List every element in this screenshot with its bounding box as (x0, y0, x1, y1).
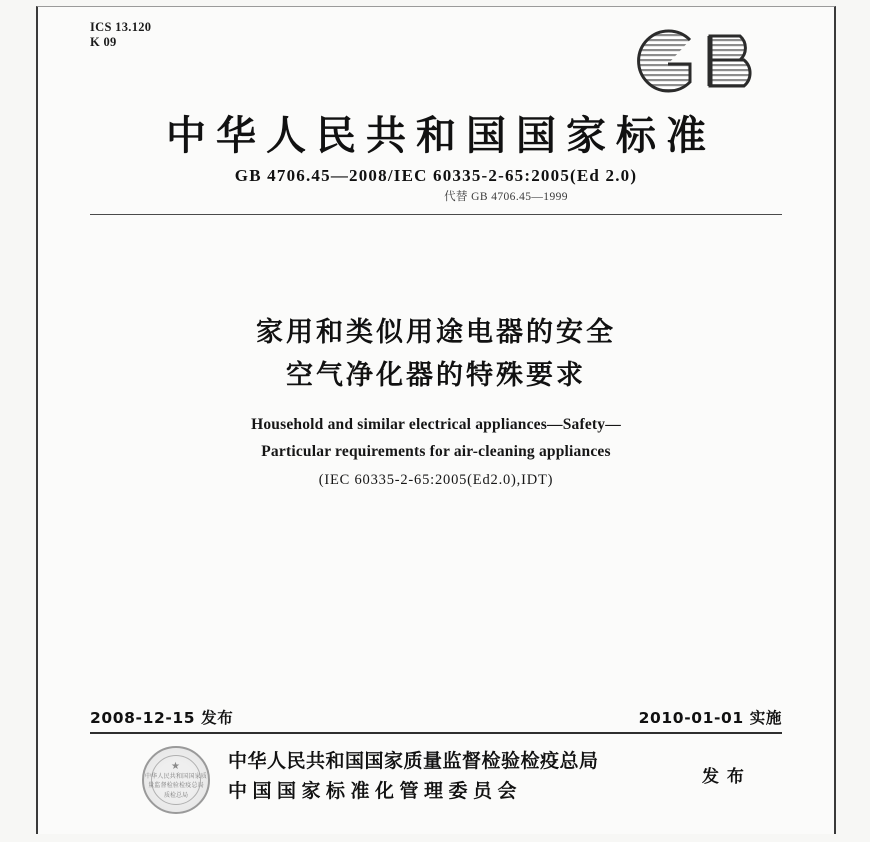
chinese-title-line-2: 空气净化器的特殊要求 (286, 360, 586, 391)
replaces-note: 代替 GB 4706.45—1999 (444, 191, 568, 203)
dates-row (90, 706, 782, 728)
english-title (56, 411, 816, 465)
divider-top (90, 214, 782, 215)
divider-bottom (90, 732, 782, 734)
gb-logo (618, 24, 798, 98)
issuer-line-1: 中华人民共和国国家质量监督检验检疫总局 (228, 750, 599, 772)
issuer-line-2: 中国国家标准化管理委员会 (228, 780, 523, 802)
seal-bottom-text: 质检总局 (163, 792, 188, 799)
seal-top-text: 中华人民共和国国家质量监督检验检疫总局 (144, 773, 207, 789)
english-title-line-2: Particular requirements for air-cleaning appliances (261, 443, 611, 460)
standard-number: GB 4706.45—2008/IEC 60335-2-65:2005(Ed 2.0) (234, 166, 638, 185)
chinese-title-line-1: 家用和类似用途电器的安全 (256, 317, 616, 348)
issuer-block (90, 742, 782, 812)
ccs-code: K 09 (90, 35, 117, 49)
chinese-title (56, 311, 816, 397)
implementation-date: 2010-01-01 实施 (638, 709, 782, 727)
ics-code: ICS 13.120 (90, 20, 152, 34)
seal-star-icon: ★ (171, 761, 180, 772)
issue-date: 2008-12-15 发布 (90, 709, 234, 727)
issue-verb: 发 布 (702, 767, 745, 787)
official-seal-icon (142, 746, 210, 814)
english-title-line-1: Household and similar electrical appliances—Safety— (251, 416, 621, 433)
idt-reference: (IEC 60335-2-65:2005(Ed2.0),IDT) (318, 472, 554, 488)
cover-content (56, 6, 816, 834)
ics-classification-block (90, 20, 151, 50)
page-title: 中华人民共和国国家标准 (166, 113, 716, 159)
issuer-names (228, 746, 599, 806)
